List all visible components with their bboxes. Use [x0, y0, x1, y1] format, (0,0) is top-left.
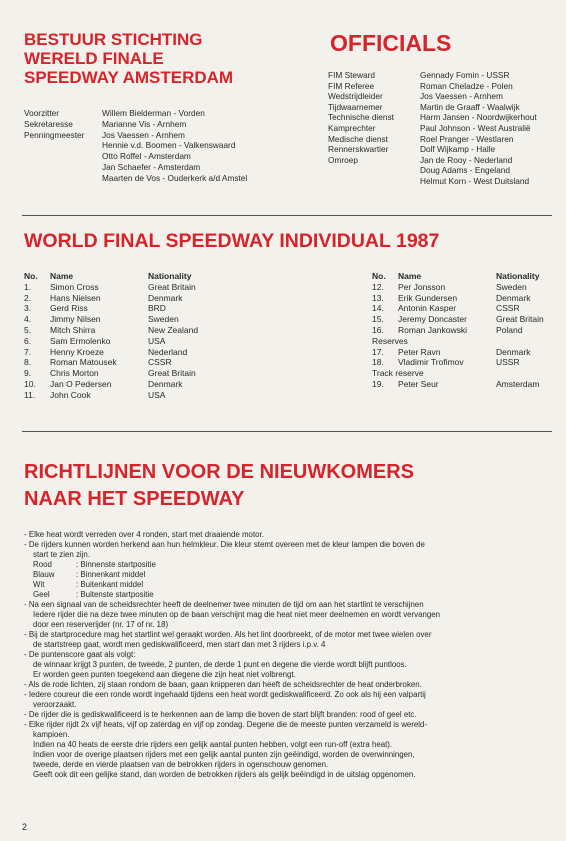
- officials-list: [328, 70, 537, 187]
- official-row: [328, 81, 537, 92]
- board-name: Otto Roffel - Amsterdam: [102, 151, 191, 162]
- official-row: [328, 91, 537, 102]
- official-function: Technische dienst: [328, 112, 394, 123]
- rider-number: 7.: [24, 346, 32, 357]
- official-row: [328, 123, 537, 134]
- official-function: Wedstrijdleider: [328, 91, 383, 102]
- guidelines-title-line: RICHTLIJNEN VOOR DE NIEUWKOMERS: [24, 461, 415, 483]
- rider-row: [24, 368, 198, 379]
- rider-row: [24, 390, 198, 401]
- rider-nationality: CSSR: [496, 303, 520, 314]
- rider-nationality: Great Britain: [148, 368, 196, 379]
- rider-number: 1.: [24, 281, 32, 292]
- rider-name: Vladimir Trofimov: [398, 357, 464, 368]
- board-title: [24, 30, 233, 87]
- rider-number: 19.: [372, 378, 384, 389]
- board-name: Maarten de Vos - Ouderkerk a/d Amstel: [102, 172, 248, 183]
- rider-row: [372, 347, 544, 358]
- guideline-line: - De rijder die is gediskwalificeerd is te herkennen aan de lamp die boven de start blijft branden: rood of geel etc.: [24, 710, 417, 719]
- rider-nationality: Great Britain: [496, 314, 544, 325]
- rider-table-header: [24, 271, 198, 282]
- rider-name: Peter Ravn: [398, 346, 441, 357]
- rider-name: Per Jonsson: [398, 281, 446, 292]
- rider-row: [24, 314, 198, 325]
- rider-name: Henny Kroeze: [50, 346, 104, 357]
- color-description: : Binnenste startpositie: [76, 560, 156, 569]
- rider-name: Chris Morton: [50, 368, 99, 379]
- official-function: FIM Steward: [328, 70, 376, 80]
- color-description: : Buitenste startpositie: [76, 590, 154, 599]
- rider-nationality: Sweden: [148, 314, 179, 325]
- rider-nationality: USSR: [496, 357, 520, 368]
- rider-number: 17.: [372, 346, 384, 357]
- official-name: Martin de Graaff - Waalwijk: [420, 101, 520, 112]
- official-row: [328, 176, 537, 187]
- rider-nationality: USA: [148, 389, 166, 400]
- board-title-line: SPEEDWAY AMSTERDAM: [24, 68, 234, 87]
- guideline-line: Indien voor de overige plaatsen rijders met een gelijk aantal punten zijn geëindigd, worden de overwinningen,: [33, 750, 415, 759]
- rider-number: 8.: [24, 357, 32, 368]
- board-name: Willem Bielderman - Vorden: [102, 108, 205, 118]
- board-role: Sekretaresse: [24, 118, 73, 129]
- rider-name: John Cook: [50, 389, 91, 400]
- guideline-line: - Elke heat wordt verreden over 4 ronden, start met draaiende motor.: [24, 530, 264, 539]
- rider-nationality: Denmark: [496, 346, 531, 357]
- rider-number: 11.: [24, 389, 36, 400]
- guideline-line: door een reserverijder (nr. 17 of nr. 18): [33, 620, 169, 629]
- header-nationality: Nationality: [496, 271, 540, 281]
- guideline-line: - Bij de startprocedure mag het startlint wel geraakt worden. Als het lint doorbreekt, of de motor met twee wielen over: [24, 630, 432, 639]
- official-name: Jos Vaessen - Arnhem: [420, 91, 503, 102]
- official-function: Tijdwaarnemer: [328, 101, 383, 112]
- rider-row: [372, 314, 544, 325]
- official-row: [328, 155, 537, 166]
- header-no: No.: [372, 271, 386, 281]
- rider-row: [372, 325, 544, 336]
- rider-name: Simon Cross: [50, 281, 99, 292]
- page-number: 2: [22, 822, 28, 832]
- guideline-line: - Na een signaal van de scheidsrechter heeft de deelnemer twee minuten de tijd om aan het startlint te verschijnen: [24, 600, 424, 609]
- guideline-line: tweede, derde en vierde plaatsen van de betrokken rijders in ogenschouw genomen.: [33, 760, 329, 769]
- rider-row: [24, 347, 198, 358]
- color-legend-row: [24, 570, 524, 580]
- rider-name: Peter Seur: [398, 378, 439, 389]
- rider-nationality: Poland: [496, 324, 523, 335]
- color-name: Blauw: [33, 570, 55, 579]
- official-name: Helmut Korn - West Duitsland: [420, 175, 530, 186]
- board-role: Penningmeester: [24, 129, 85, 140]
- board-name: Marianne Vis - Arnhem: [102, 118, 187, 129]
- rider-number: 18.: [372, 357, 384, 368]
- official-name: Roman Cheladze - Polen: [420, 80, 513, 91]
- rider-name: Erik Gundersen: [398, 292, 458, 303]
- guideline-line: de startstreep gaat, wordt men gediskwalificeerd, men start dan met 3 rijders i.p.v. 4: [33, 640, 326, 649]
- rider-name: Antonin Kasper: [398, 303, 457, 314]
- rider-number: 9.: [24, 368, 32, 379]
- official-name: Roel Pranger - Westlaren: [420, 133, 514, 144]
- board-member-row: [24, 130, 247, 141]
- rider-row: [24, 303, 198, 314]
- official-name: Paul Johnson - West Australië: [420, 122, 531, 133]
- rider-nationality: BRD: [148, 303, 166, 314]
- official-name: Jan de Rooy - Nederland: [420, 154, 513, 165]
- rider-number: 13.: [372, 292, 384, 303]
- official-function: Kamprechter: [328, 122, 376, 133]
- rider-row: [24, 325, 198, 336]
- rider-nationality: CSSR: [148, 357, 172, 368]
- color-description: : Buitenkant middel: [76, 580, 144, 589]
- rider-group-label: Reserves: [372, 335, 408, 346]
- rider-nationality: New Zealand: [148, 324, 199, 335]
- rider-nationality: Great Britain: [148, 281, 196, 292]
- board-member-row: [24, 108, 247, 119]
- board-member-row: [24, 151, 247, 162]
- color-name: Geel: [33, 590, 50, 599]
- rider-nationality: Denmark: [148, 292, 183, 303]
- official-name: Gennady Fomin - USSR: [420, 70, 510, 80]
- rider-name: Jimmy Nilsen: [50, 314, 101, 325]
- header-name: Name: [398, 271, 422, 281]
- header-name: Name: [50, 271, 74, 281]
- official-function: [328, 165, 420, 176]
- board-member-row: [24, 173, 247, 184]
- color-legend-row: [24, 580, 524, 590]
- rider-row: [24, 357, 198, 368]
- officials-title: OFFICIALS: [330, 30, 452, 56]
- rider-nationality: Sweden: [496, 281, 527, 292]
- color-name: Wit: [33, 580, 45, 589]
- official-function: [328, 176, 420, 187]
- board-name: Hennie v.d. Boomen - Valkenswaard: [102, 140, 236, 151]
- rider-number: 15.: [372, 314, 384, 325]
- guideline-line: Indien na 40 heats de eerste drie rijders een gelijk aantal punten hebben, volgt een run-off (extra heat).: [33, 740, 393, 749]
- rider-row: [372, 303, 544, 314]
- world-final-title: WORLD FINAL SPEEDWAY INDIVIDUAL 1987: [24, 230, 440, 252]
- rider-name: Mitch Shirra: [50, 324, 96, 335]
- color-legend-row: [24, 590, 524, 600]
- rider-row: [372, 379, 544, 390]
- rider-nationality: Amsterdam: [496, 378, 540, 389]
- rider-number: 6.: [24, 335, 32, 346]
- official-row: [328, 70, 537, 81]
- rider-list-left: [24, 271, 198, 401]
- board-title-line: BESTUUR STICHTING: [24, 30, 203, 49]
- board-members-list: [24, 108, 247, 184]
- rider-number: 4.: [24, 314, 32, 325]
- rider-name: Sam Ermolenko: [50, 335, 111, 346]
- guideline-line: Geeft ook dit een gelijke stand, dan worden de betrokken rijders als gelijk beëindigd in de uitslag opgenomen.: [33, 770, 416, 779]
- rider-table-header: [372, 271, 544, 282]
- guidelines-title: [24, 459, 414, 513]
- rider-number: 10.: [24, 378, 36, 389]
- rider-group-label: Track reserve: [372, 368, 424, 379]
- guideline-line: - De rijders kunnen worden herkend aan hun helmkleur. Die kleur stemt overeen met de kleur lampen die boven de: [24, 540, 425, 549]
- divider: [22, 215, 552, 216]
- guidelines-text: [24, 530, 524, 780]
- rider-number: 16.: [372, 324, 384, 335]
- official-function: Medische dienst: [328, 133, 388, 144]
- board-role: Voorzitter: [24, 108, 60, 118]
- official-row: [328, 144, 537, 155]
- official-row: [328, 112, 537, 123]
- rider-name: Jan O Pedersen: [50, 378, 112, 389]
- rider-number: 14.: [372, 303, 384, 314]
- guidelines-title-line: NAAR HET SPEEDWAY: [24, 488, 245, 510]
- rider-number: 2.: [24, 292, 32, 303]
- header-no: No.: [24, 271, 38, 281]
- rider-row: [372, 357, 544, 368]
- rider-row: [24, 336, 198, 347]
- rider-name: Roman Jankowski: [398, 324, 467, 335]
- board-name: Jos Vaessen - Arnhem: [102, 129, 185, 140]
- rider-nationality: USA: [148, 335, 166, 346]
- official-function: Rennerskwartier: [328, 144, 389, 155]
- official-row: [328, 134, 537, 145]
- rider-name: Roman Matousek: [50, 357, 117, 368]
- rider-nationality: Denmark: [148, 378, 183, 389]
- rider-name: Gerd Riss: [50, 303, 88, 314]
- board-role: [24, 162, 102, 173]
- board-role: [24, 151, 102, 162]
- rider-row: [24, 282, 198, 293]
- rider-nationality: Nederland: [148, 346, 188, 357]
- official-name: Dolf Wijkamp - Halle: [420, 144, 496, 155]
- guideline-line: kampioen.: [33, 730, 70, 739]
- guideline-line: Iedere rijder die na deze twee minuten op de baan verschijnt mag die heat niet meer deelnemen en wordt vervangen: [33, 610, 441, 619]
- official-row: [328, 165, 537, 176]
- rider-number: 5.: [24, 324, 32, 335]
- official-name: Doug Adams - Engeland: [420, 165, 510, 176]
- guideline-line: - Als de rode lichten, zij staan rondom de baan, gaan knipperen dan heeft de scheidsrechter de heat onderbroken.: [24, 680, 422, 689]
- guideline-line: - Elke rijder rijdt 2x vijf heats, vijf op zaterdag en vijf op zondag. Degene die de meeste punten verzameld is wereld-: [24, 720, 428, 729]
- board-name: Jan Schaefer - Amsterdam: [102, 161, 201, 172]
- official-function: Omroep: [328, 154, 358, 165]
- guideline-line: veroorzaakt.: [33, 700, 77, 709]
- rider-name: Jeremy Doncaster: [398, 314, 467, 325]
- board-member-row: [24, 140, 247, 151]
- guideline-line: start te zien zijn.: [33, 550, 91, 559]
- board-title-line: WERELD FINALE: [24, 49, 164, 68]
- rider-number: 12.: [372, 281, 384, 292]
- guideline-line: de winnaar krijgt 3 punten, de tweede, 2 punten, de derde 1 punt en degene die vierde wordt blijft puntloos.: [33, 660, 407, 669]
- divider: [22, 431, 552, 432]
- board-role: [24, 173, 102, 184]
- rider-name: Hans Nielsen: [50, 292, 101, 303]
- rider-number: 3.: [24, 303, 32, 314]
- rider-list-right: [372, 271, 544, 390]
- color-legend-row: [24, 560, 524, 570]
- rider-row: [372, 293, 544, 304]
- rider-row: [24, 379, 198, 390]
- board-role: [24, 140, 102, 151]
- board-member-row: [24, 162, 247, 173]
- official-row: [328, 102, 537, 113]
- official-function: FIM Referee: [328, 80, 375, 91]
- rider-nationality: Denmark: [496, 292, 531, 303]
- guideline-line: - De puntenscore gaat als volgt:: [24, 650, 136, 659]
- rider-row: [372, 282, 544, 293]
- color-name: Rood: [33, 560, 52, 569]
- guideline-line: Er worden geen punten toegekend aan diegene die zijn heat niet volbrengt.: [33, 670, 296, 679]
- official-name: Harm Jansen - Noordwijkerhout: [420, 112, 537, 123]
- rider-row: [24, 293, 198, 304]
- guideline-line: - Iedere coureur die een ronde wordt ingehaald tijdens een heat wordt gediskwalificeerd. Zo ook als hij een valpartij: [24, 690, 426, 699]
- board-member-row: [24, 119, 247, 130]
- header-nationality: Nationality: [148, 271, 192, 281]
- color-description: : Binnenkant middel: [76, 570, 146, 579]
